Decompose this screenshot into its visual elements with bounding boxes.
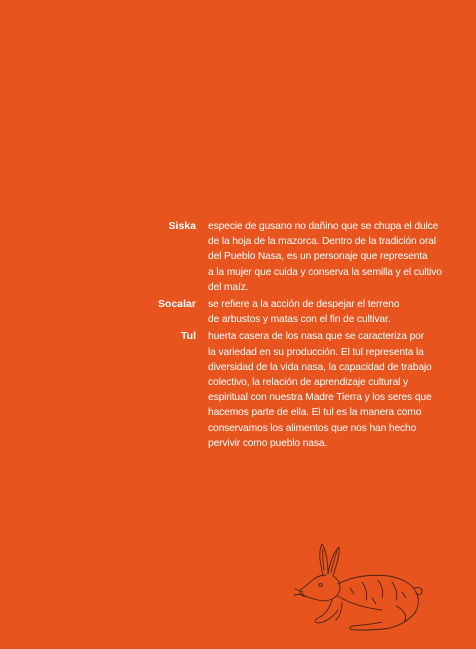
definition-line: la variedad en su producción. El tul representa la: [208, 346, 424, 358]
definition-siska: [208, 219, 450, 295]
definition-line: huerta casera de los nasa que se caracteriza por: [208, 331, 425, 343]
definition-line: de la hoja de la mazorca. Dentro de la tradición oral: [208, 236, 436, 248]
term-tul: Tul: [181, 330, 196, 343]
definition-line: hacemos parte de ella. El tul es la manera como: [208, 407, 422, 419]
definition-line: espiritual con nuestra Madre Tierra y los seres que: [208, 392, 432, 404]
definition-line: especie de gusano no dañino que se chupa el dulce: [208, 221, 439, 232]
glossary-entry-siska: [150, 219, 450, 295]
term-socalar: Socalar: [158, 298, 196, 311]
rabbit-sketch-icon: [292, 540, 427, 640]
glossary-entry-socalar: [150, 297, 450, 327]
definition-line: a la mujer que cuida y conserva la semilla y el cultivo: [208, 266, 442, 278]
glossary-entry-tul: [150, 329, 450, 451]
definition-socalar: [208, 297, 450, 327]
definition-line: conservamos los alimentos que nos han hecho: [208, 422, 417, 434]
definition-line: se refiere a la acción de despejar el terreno: [208, 299, 400, 311]
glossary: [150, 219, 450, 453]
definition-line: colectivo, la relación de aprendizaje cultural y: [208, 377, 408, 389]
term-siska: Siska: [168, 220, 196, 232]
definition-tul: [208, 329, 450, 451]
definition-line: de arbustos y matas con el fin de cultivar.: [208, 314, 391, 326]
definition-line: del maíz.: [208, 281, 249, 293]
definition-line: diversidad de la vida nasa, la capacidad de trabajo: [208, 361, 432, 373]
definition-line: del Pueblo Nasa, es un personaje que representa: [208, 251, 428, 263]
definition-line: pervivir como pueblo nasa.: [208, 437, 328, 449]
